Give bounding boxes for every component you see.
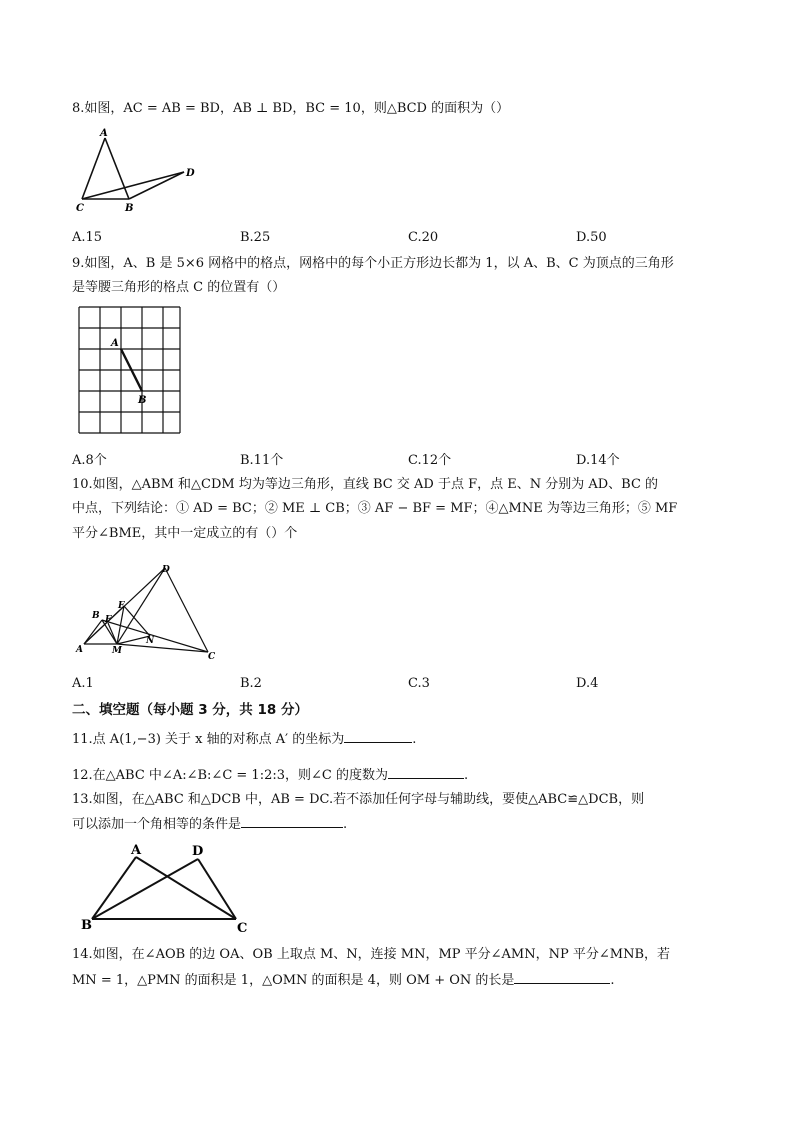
q13-figure — [80, 840, 260, 938]
q10-option-c[interactable]: C.3 — [408, 676, 430, 691]
q10-label-m: M — [112, 646, 122, 656]
q8-option-c[interactable]: C.20 — [408, 230, 439, 245]
q10-label-d: D — [162, 565, 170, 575]
q8-label-c: C — [76, 203, 84, 214]
q13-text-line2: 可以添加一个角相等的条件是 — [72, 817, 242, 832]
q13-text-line1: 13.如图，在△ABC 和△DCB 中，AB = DC.若不添加任何字母与辅助线，要使△ABC≌△DCB，则 — [72, 792, 645, 807]
q10-text-line2: 中点，下列结论：① AD = BC；② ME ⊥ CB；③ AF − BF = MF；④△MNE 为等边三角形；⑤ MF — [72, 501, 678, 516]
q8-label-a: A — [100, 128, 108, 139]
q8-text: 8.如图，AC = AB = BD，AB ⊥ BD，BC = 10，则△BCD 的面积为（） — [72, 101, 510, 116]
q13-line2 — [72, 815, 347, 834]
q9-option-d[interactable]: D.14个 — [576, 453, 620, 468]
q11-line — [72, 730, 416, 749]
q14-answer-blank[interactable] — [514, 971, 610, 984]
q10-text-line3: 平分∠BME，其中一定成立的有（）个 — [72, 526, 298, 541]
q13-label-a: A — [131, 843, 142, 858]
q10-figure — [72, 560, 222, 660]
q10-label-f: F — [105, 615, 112, 625]
q13-label-c: C — [237, 921, 248, 936]
q12-end: . — [463, 768, 469, 783]
q11-end: . — [412, 732, 417, 747]
q10-text-line1: 10.如图，△ABM 和△CDM 均为等边三角形，直线 BC 交 AD 于点 F，点 E、N 分别为 AD、BC 的 — [72, 477, 659, 492]
q11-text: 11.点 A(1,−3) 关于 x 轴的对称点 A′ 的坐标为 — [72, 732, 345, 747]
q9-label-b: B — [138, 395, 147, 406]
q14-line2 — [72, 971, 615, 990]
q13-answer-blank[interactable] — [241, 815, 343, 828]
q9-option-c[interactable]: C.12个 — [408, 453, 452, 468]
q10-label-b: B — [92, 611, 100, 621]
q9-text-line1: 9.如图，A、B 是 5×6 网格中的格点，网格中的每个小正方形边长都为 1，以 A、B、C 为顶点的三角形 — [72, 256, 674, 271]
q10-option-a[interactable]: A.1 — [72, 676, 94, 691]
q12-answer-blank[interactable] — [388, 766, 464, 779]
q10-label-e: E — [118, 601, 125, 611]
q8-figure — [72, 126, 202, 216]
q8-option-b[interactable]: B.25 — [240, 230, 271, 245]
q13-label-b: B — [81, 918, 92, 933]
q12-text: 12.在△ABC 中∠A:∠B:∠C = 1:2:3，则∠C 的度数为 — [72, 768, 388, 783]
q10-label-c: C — [208, 652, 216, 660]
q13-end: . — [343, 817, 348, 832]
q8-option-a[interactable]: A.15 — [72, 230, 103, 245]
q8-label-b: B — [125, 203, 134, 214]
q10-option-d[interactable]: D.4 — [576, 676, 599, 691]
q9-label-a: A — [111, 338, 119, 349]
q10-label-a: A — [76, 645, 83, 655]
q9-text-line2: 是等腰三角形的格点 C 的位置有（） — [72, 280, 286, 295]
q8-option-d[interactable]: D.50 — [576, 230, 607, 245]
q9-grid-figure — [76, 304, 186, 438]
q14-text-line2: MN = 1，△PMN 的面积是 1，△OMN 的面积是 4，则 OM + ON 的长是 — [72, 973, 515, 988]
q9-option-b[interactable]: B.11个 — [240, 453, 284, 468]
q9-option-a[interactable]: A.8个 — [72, 453, 107, 468]
q14-text-line1: 14.如图，在∠AOB 的边 OA、OB 上取点 M、N，连接 MN，MP 平分∠AMN，NP 平分∠MNB，若 — [72, 947, 671, 962]
q10-label-n: N — [146, 636, 155, 646]
section-2-title: 二、填空题（每小题 3 分，共 18 分） — [72, 702, 308, 718]
q10-option-b[interactable]: B.2 — [240, 676, 262, 691]
q14-end: . — [610, 973, 615, 988]
q8-label-d: D — [186, 168, 195, 179]
q11-answer-blank[interactable] — [344, 730, 412, 743]
q12-line — [72, 766, 468, 785]
q13-label-d: D — [192, 844, 204, 859]
